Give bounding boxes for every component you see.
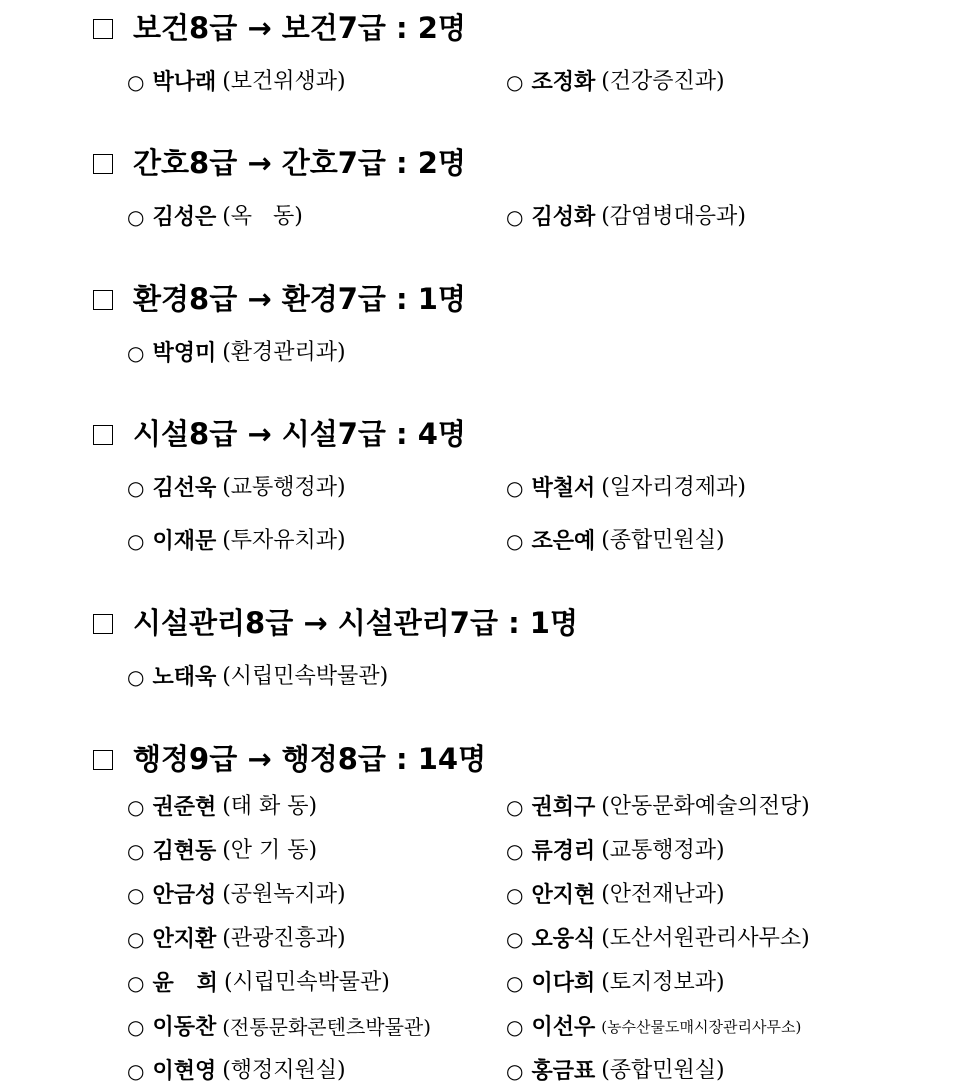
circle-bullet-icon: ○ <box>127 476 145 500</box>
circle-bullet-icon: ○ <box>127 1059 145 1083</box>
person-name: 박영미 <box>152 340 217 366</box>
person-name: 윤 희 <box>152 970 218 996</box>
circle-bullet-icon: ○ <box>127 795 145 819</box>
list-item <box>127 200 303 234</box>
section-heading-text: 시설관리8급 → 시설관리7급 : 1명 <box>133 606 578 640</box>
checkbox-icon <box>93 290 113 310</box>
list-item <box>506 790 810 824</box>
person-name: 이선우 <box>531 1014 596 1040</box>
person-name: 권준현 <box>152 794 217 820</box>
circle-bullet-icon: ○ <box>127 341 145 365</box>
person-name: 홍금표 <box>531 1058 596 1084</box>
department: (도산서원관리사무소) <box>601 926 810 951</box>
list-item <box>506 966 725 1000</box>
person-name: 박철서 <box>531 475 596 501</box>
list-item <box>506 1054 725 1088</box>
section-heading-text: 행정9급 → 행정8급 : 14명 <box>133 742 487 776</box>
department: (안동문화예술의전당) <box>601 794 810 819</box>
section-heading-text: 환경8급 → 환경7급 : 1명 <box>133 282 466 316</box>
list-item <box>127 790 317 824</box>
list-item <box>506 524 725 558</box>
circle-bullet-icon: ○ <box>127 665 145 689</box>
person-name: 오웅식 <box>531 926 596 952</box>
circle-bullet-icon: ○ <box>506 795 524 819</box>
circle-bullet-icon: ○ <box>506 529 524 553</box>
circle-bullet-icon: ○ <box>127 529 145 553</box>
department: (농수산물도매시장관리사무소) <box>601 1018 802 1036</box>
circle-bullet-icon: ○ <box>127 70 145 94</box>
list-item <box>506 65 725 99</box>
section-heading-text: 보건8급 → 보건7급 : 2명 <box>133 11 466 45</box>
department: (일자리경제과) <box>601 475 746 500</box>
checkbox-icon <box>93 614 113 634</box>
person-name: 권희구 <box>531 794 596 820</box>
department: (건강증진과) <box>601 69 725 94</box>
checkbox-icon <box>93 154 113 174</box>
circle-bullet-icon: ○ <box>506 927 524 951</box>
person-name: 김현동 <box>152 838 217 864</box>
circle-bullet-icon: ○ <box>506 205 524 229</box>
department: (행정지원실) <box>222 1058 346 1083</box>
list-item <box>506 922 810 956</box>
list-item <box>506 834 725 868</box>
department: (전통문화콘텐츠박물관) <box>222 1015 432 1039</box>
list-item <box>506 878 725 912</box>
section-heading <box>93 739 486 779</box>
person-name: 박나래 <box>152 69 217 95</box>
department: (종합민원실) <box>601 1058 725 1083</box>
checkbox-icon <box>93 425 113 445</box>
department: (공원녹지과) <box>222 882 346 907</box>
section-heading-text: 시설8급 → 시설7급 : 4명 <box>133 417 466 451</box>
circle-bullet-icon: ○ <box>506 1015 524 1039</box>
section-heading <box>93 279 466 319</box>
list-item <box>127 878 346 912</box>
department: (종합민원실) <box>601 528 725 553</box>
person-name: 노태욱 <box>152 664 217 690</box>
department: (교통행정과) <box>222 475 346 500</box>
department: (투자유치과) <box>222 528 346 553</box>
person-name: 조정화 <box>531 69 596 95</box>
section-heading <box>93 8 466 48</box>
list-item <box>506 471 746 505</box>
department: (관광진흥과) <box>222 926 346 951</box>
department: (보건위생과) <box>222 69 346 94</box>
list-item <box>127 660 388 694</box>
person-name: 이현영 <box>152 1058 217 1084</box>
person-name: 류경리 <box>531 838 596 864</box>
section-heading-text: 간호8급 → 간호7급 : 2명 <box>133 146 466 180</box>
person-name: 김성은 <box>152 204 217 230</box>
department: (안전재난과) <box>601 882 725 907</box>
circle-bullet-icon: ○ <box>506 883 524 907</box>
list-item <box>127 471 346 505</box>
person-name: 이동찬 <box>152 1014 217 1040</box>
list-item <box>127 966 390 1000</box>
section-heading <box>93 603 578 643</box>
section-heading <box>93 143 466 183</box>
person-name: 이재문 <box>152 528 217 554</box>
circle-bullet-icon: ○ <box>127 927 145 951</box>
circle-bullet-icon: ○ <box>506 70 524 94</box>
department: (안 기 동) <box>222 838 318 863</box>
list-item <box>127 524 346 558</box>
checkbox-icon <box>93 750 113 770</box>
person-name: 이다희 <box>531 970 596 996</box>
list-item <box>127 834 317 868</box>
person-name: 김선욱 <box>152 475 217 501</box>
list-item <box>127 1010 431 1044</box>
department: (태 화 동) <box>222 794 318 819</box>
section-heading <box>93 414 466 454</box>
department: (교통행정과) <box>601 838 725 863</box>
checkbox-icon <box>93 19 113 39</box>
circle-bullet-icon: ○ <box>506 1059 524 1083</box>
list-item <box>127 65 346 99</box>
circle-bullet-icon: ○ <box>506 476 524 500</box>
circle-bullet-icon: ○ <box>127 1015 145 1039</box>
circle-bullet-icon: ○ <box>127 205 145 229</box>
person-name: 안금성 <box>152 882 217 908</box>
circle-bullet-icon: ○ <box>127 839 145 863</box>
list-item <box>506 200 746 234</box>
circle-bullet-icon: ○ <box>506 971 524 995</box>
department: (시립민속박물관) <box>222 664 389 689</box>
person-name: 안지현 <box>531 882 596 908</box>
list-item <box>127 336 346 370</box>
person-name: 조은예 <box>531 528 596 554</box>
department: (토지정보과) <box>601 970 725 995</box>
person-name: 김성화 <box>531 204 596 230</box>
department: (옥 동) <box>222 204 303 229</box>
circle-bullet-icon: ○ <box>127 971 145 995</box>
department: (환경관리과) <box>222 340 346 365</box>
list-item <box>127 1054 346 1088</box>
circle-bullet-icon: ○ <box>506 839 524 863</box>
department: (시립민속박물관) <box>223 970 390 995</box>
list-item <box>506 1010 801 1044</box>
department: (감염병대응과) <box>601 204 746 229</box>
person-name: 안지환 <box>152 926 217 952</box>
list-item <box>127 922 346 956</box>
circle-bullet-icon: ○ <box>127 883 145 907</box>
